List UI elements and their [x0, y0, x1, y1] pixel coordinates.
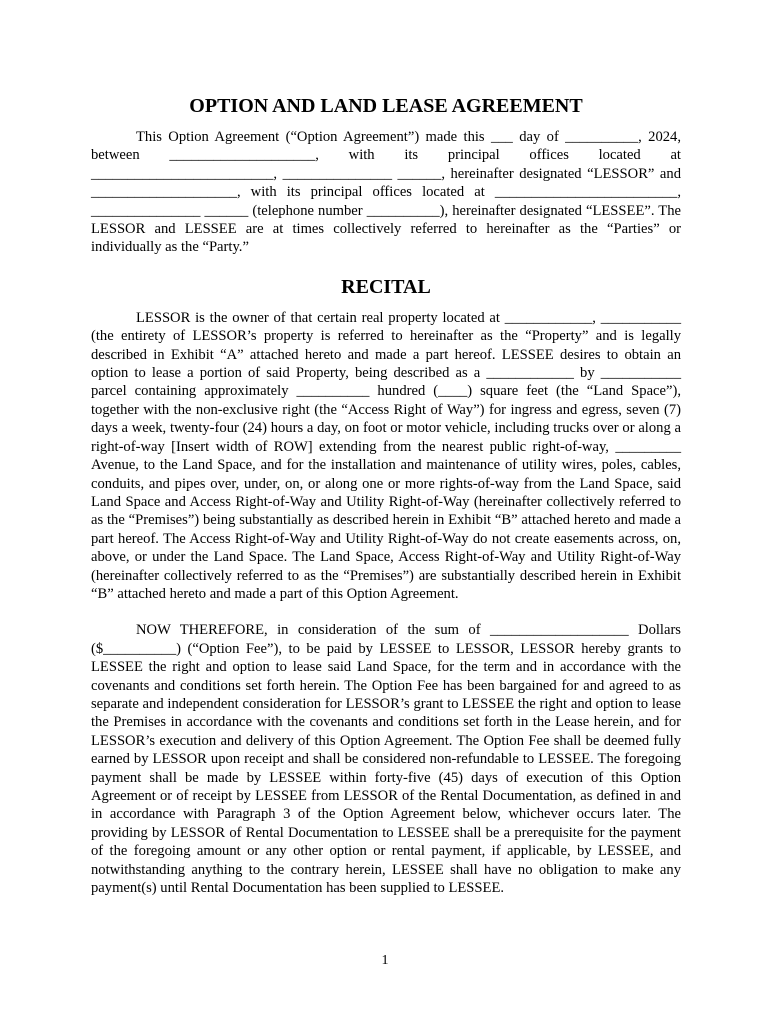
intro-paragraph: This Option Agreement (“Option Agreement”) made this ___ day of __________, 2024, between ____________________, with its principal offices located at _________________________, _______________ ______, hereinafter designated “LESSOR” and ____________________, with its principal offices located at _________________________, _______________ ______ (telephone number __________), hereinafter designated “LESSEE”. The LESSOR and LESSEE are at times collectively referred to hereinafter as the “Parties” or individually as the “Party.”: [91, 129, 681, 256]
page-number: 1: [381, 953, 389, 968]
recital-paragraph: LESSOR is the owner of that certain real property located at ____________, ___________ (the entirety of LESSOR’s property is referred to hereinafter as the “Property” and is legally described in Exhibit “A” attached hereto and made a part hereof. LESSEE desires to obtain an option to lease a portion of said Property, being described as a ____________ by ___________ parcel containing approximately __________ hundred (____) square feet (the “Land Space”), together with the non-exclusive right (the “Access Right of Way”) for ingress and egress, seven (7) days a week, twenty-four (24) hours a day, on foot or motor vehicle, including trucks over or along a right-of-way [Insert width of ROW] extending from the nearest public right-of-way, _________ Avenue, to the Land Space, and for the installation and maintenance of utility wires, poles, cables, conduits, and pipes over, under, on, or along one or more rights-of-way from the Land Space, said Land Space and Access Right-of-Way and Utility Right-of-Way (hereinafter collectively referred to as the “Premises”) being substantially as described herein in Exhibit “B” attached hereto and made a part hereof. The Access Right-of-Way and Utility Right-of-Way do not create easements across, on, above, or under the Land Space. The Land Space, Access Right-of-Way and Utility Right-of-Way (hereinafter collectively referred to as the “Premises”) are substantially described herein in Exhibit “B” attached hereto and made a part of this Option Agreement.: [91, 309, 681, 602]
recital-heading: RECITAL: [341, 275, 431, 298]
document-title: OPTION AND LAND LEASE AGREEMENT: [189, 95, 583, 117]
document-body: [91, 94, 681, 915]
now-therefore-paragraph: NOW THEREFORE, in consideration of the sum of ___________________ Dollars ($__________) (“Option Fee”), to be paid by LESSEE to LESSOR, LESSOR hereby grants to LESSEE the right and option to lease said Land Space, for the term and in accordance with the covenants and conditions set forth herein. The Option Fee has been bargained for and agreed to as separate and independent consideration for LESSOR’s grant to LESSEE the right and option to lease the Premises in accordance with the covenants and conditions set forth in the Lease herein, and for LESSOR’s execution and delivery of this Option Agreement. The Option Fee shall be deemed fully earned by LESSOR upon receipt and shall be considered non-refundable to LESSEE. The foregoing payment shall be made by LESSEE within forty-five (45) days of execution of this Option Agreement or of receipt by LESSEE from LESSOR of the Rental Documentation, as defined in and in accordance with Paragraph 3 of the Option Agreement below, whichever occurs later. The providing by LESSOR of Rental Documentation to LESSEE shall be a prerequisite for the payment of the foregoing amount or any other option or rental payment, if applicable, by LESSEE, and notwithstanding anything to the contrary herein, LESSEE shall have no obligation to make any payment(s) until Rental Documentation has been supplied to LESSEE.: [91, 622, 681, 897]
